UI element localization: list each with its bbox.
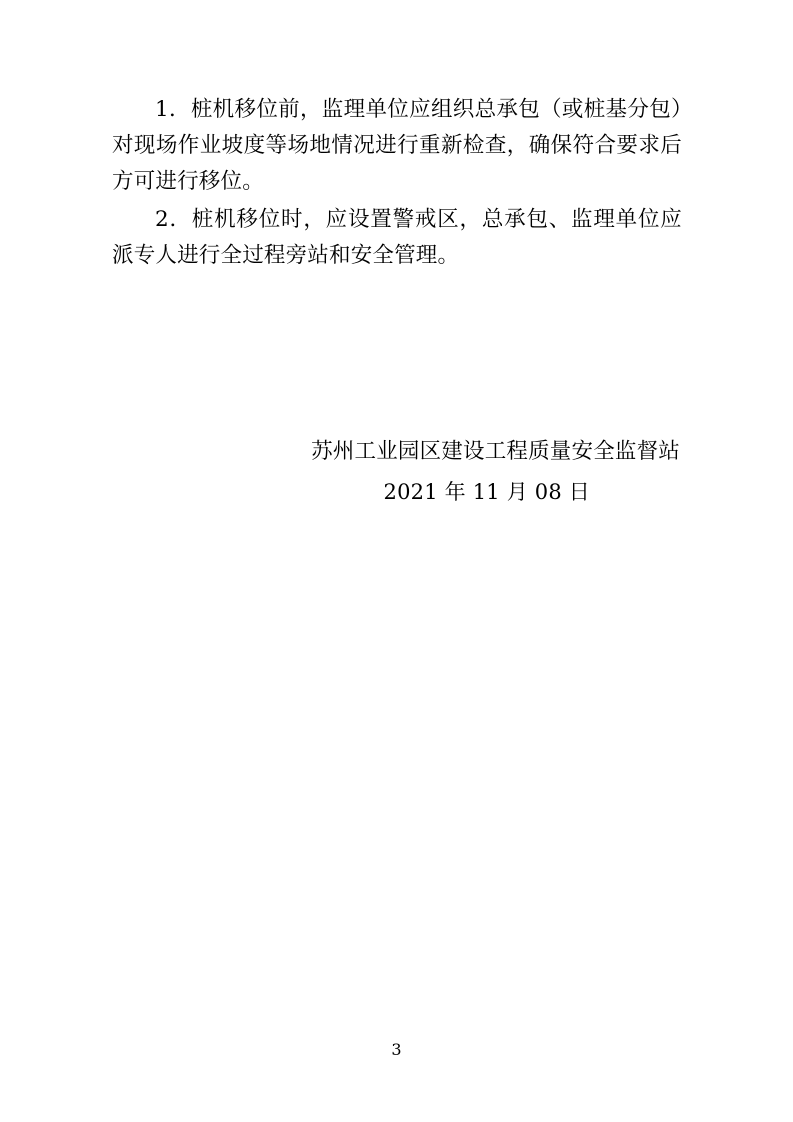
document-body xyxy=(112,92,682,274)
signature-block xyxy=(112,432,682,512)
paragraph-1: 1．桩机移位前，监理单位应组织总承包（或桩基分包）对现场作业坡度等场地情况进行重新检查，确保符合要求后方可进行移位。 xyxy=(112,97,682,194)
issuing-organization: 苏州工业园区建设工程质量安全监督站 xyxy=(311,439,680,464)
issue-date: 2021 年 11 月 08 日 xyxy=(383,480,590,504)
paragraph-2: 2．桩机移位时，应设置警戒区，总承包、监理单位应派专人进行全过程旁站和安全管理。 xyxy=(112,207,682,268)
page-number: 3 xyxy=(391,1040,402,1059)
